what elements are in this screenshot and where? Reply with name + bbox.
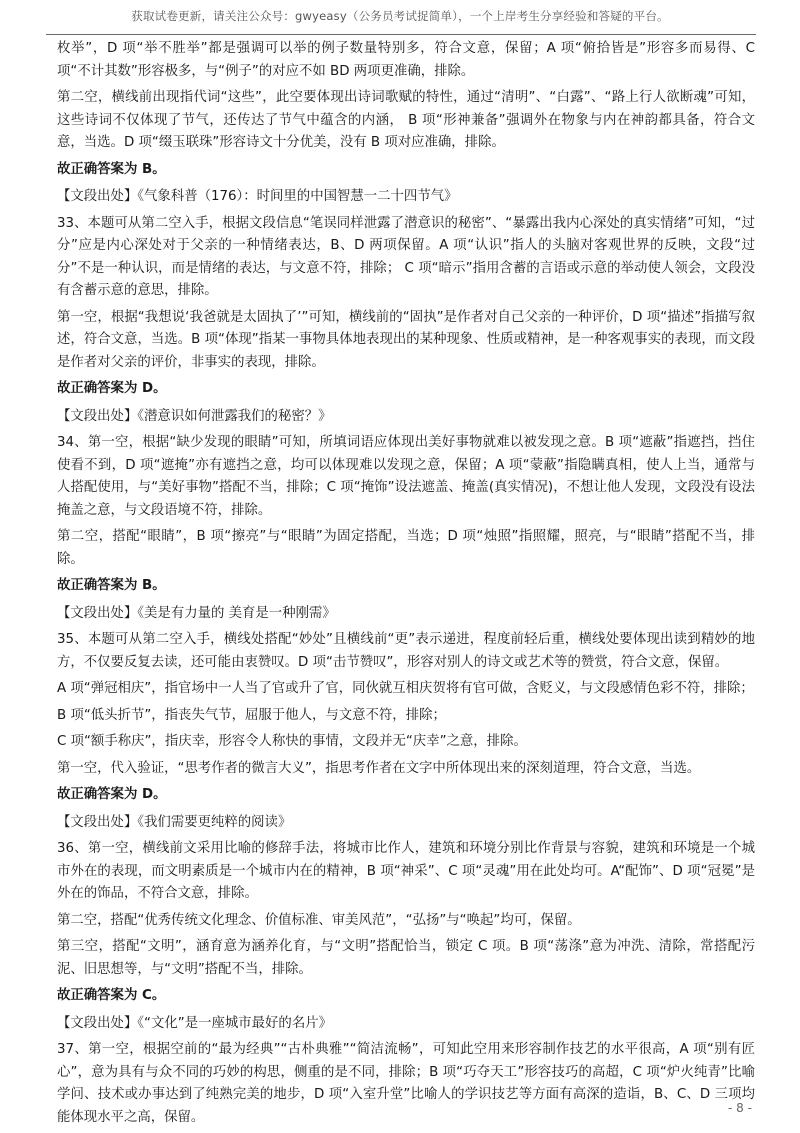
paragraph: 第三空，搭配“文明”，涵育意为涵养化育，与“文明”搭配恰当，锁定 C 项。B 项“荡涤”意为冲洗、清除，常搭配污泥、旧思想等，与“文明”搭配不当，排除。	[57, 939, 755, 977]
answer-line: 故正确答案为 B。	[57, 578, 166, 593]
answer-line: 故正确答案为 C。	[57, 988, 166, 1003]
page-header: 获取试卷更新，请关注公众号：gwyeasy（公务员考试捉简单），一个上岸考生分享经验和答疑的平台。	[131, 9, 669, 23]
paragraph: 第二空，搭配“优秀传统文化理念、价值标准、审美风范”，“弘扬”与“唤起”均可，保留。	[57, 912, 581, 928]
paragraph: 第一空，代入验证，“思考作者的微言大义”，指思考作者在文字中所体现出来的深刻道理，符合文意，当选。	[57, 760, 701, 776]
paragraph: 第二空，搭配“眼睛”，B 项“擦亮”与“眼睛”为固定搭配，当选；D 项“烛照”指照耀，照亮，与“眼睛”搭配不当，排除。	[57, 529, 755, 567]
paragraph: 第二空，横线前出现指代词“这些”，此空要体现出诗词歌赋的特性，通过“清明”、“白露”、“路上行人欲断魂”可知，这些诗词不仅体现了节气，还传达了节气中蕴含的内涵， B 项“形神兼备”强调外在物象与内在神韵都具备，符合文意，当选。D 项“缀玉联珠”形容诗文十分优美，没有 B 项对应准确，排除。	[57, 90, 755, 150]
source-citation: 【文段出处】《气象科普（176）：时间里的中国智慧一二十四节气》	[57, 189, 458, 204]
paragraph: B 项“低头折节”，指丧失气节，屈服于他人，与文意不符，排除；	[57, 707, 446, 723]
document-body	[57, 38, 755, 1133]
answer-line: 故正确答案为 B。	[57, 161, 166, 177]
paragraph: 35、本题可从第二空入手，横线处搭配“妙处”且横线前“更”表示递进，程度前轻后重，横线处要体现出读到精妙的地方，不仅要反复去读，还可能由衷赞叹。D 项“击节赞叹”，形容对别人的诗文或艺术等的赞赏，符合文意，保留。	[57, 632, 755, 670]
answer-line: 故正确答案为 D。	[57, 787, 167, 802]
paragraph: 第一空，根据“我想说‘我爸就是太固执了’”可知，横线前的“固执”是作者对自己父亲的一种评价，D 项“描述”指描写叙述，符合文意，当选。B 项“体现”指某一事物具体地表现出的某种现象、性质或精神，是一种客观事实的表现，而文段是作者对父亲的评价，非事实的表现，排除。	[57, 309, 755, 370]
header-divider	[46, 34, 756, 35]
paragraph: A 项“弹冠相庆”，指官场中一人当了官或升了官，同伙就互相庆贺将有官可做，含贬义，与文段感情色彩不符，排除；	[57, 681, 754, 696]
paragraph: 37、第一空，根据空前的“最为经典”“古朴典雅”“简洁流畅”，可知此空用来形容制作技艺的水平很高，A 项“别有匠心”，意为具有与众不同的巧妙的构思，侧重的是不同，排除；B 项“巧夺天工”形容技巧的高超，C 项“炉火纯青”比喻学问、技术或办事达到了纯熟完美的地步，D 项“入室升堂”比喻人的学识技艺等方面有高深的造诣，B、C、D 三项均能体现水平之高，保留。	[57, 1042, 755, 1125]
paragraph: 36、第一空，横线前文采用比喻的修辞手法，将城市比作人，建筑和环境分别比作背景与容貌，建筑和环境是一个城市外在的表现，而文明素质是一个城市内在的精神，B 项“神采”、C 项“灵魂”用在此处均可。A“配饰”、D 项“冠冕”是外在的饰品，不符合文意，排除。	[57, 841, 755, 901]
answer-line: 故正确答案为 D。	[57, 381, 167, 396]
source-citation: 【文段出处】《潜意识如何泄露我们的秘密？》	[57, 408, 332, 424]
source-citation: 【文段出处】《我们需要更纯粹的阅读》	[57, 814, 292, 830]
paragraph: 33、本题可从第二空入手，根据文段信息“笔误同样泄露了潜意识的秘密”、“暴露出我内心深处的真实情绪”可知，“过分”应是内心深处对于父亲的一种情绪表达，B、D 两项保留。A 项“认识”指人的头脑对客观世界的反映，文段“过分”不是一种认识，而是情绪的表达，与文意不符，排除； C 项“暗示”指用含蓄的言语或示意的举动使人领会，文段没有含蓄示意的意思，排除。	[57, 215, 755, 298]
source-citation: 【文段出处】《“文化”是一座城市最好的名片》	[57, 1015, 332, 1031]
paragraph: 枚举”，D 项“举不胜举”都是强调可以举的例子数量特别多，符合文意，保留；A 项“俯拾皆是”形容多而易得、C 项“不计其数”形容极多，与“例子”的对应不如 BD 两项更准确，排除。	[57, 41, 755, 79]
source-citation: 【文段出处】《美是有力量的 美育是一种刚需》	[57, 605, 336, 621]
page-number: - 8 -	[728, 1101, 752, 1115]
paragraph: 34、第一空，根据“缺少发现的眼睛”可知，所填词语应体现出美好事物就难以被发现之意。B 项“遮蔽”指遮挡，挡住使看不到，D 项“遮掩”亦有遮挡之意，均可以体现难以发现之意，保留；A 项“蒙蔽”指隐瞒真相，使人上当，通常与人搭配使用，与“美好事物”搭配不当，排除；C 项“掩饰”设法遮盖、掩盖(真实情况)，不想让他人发现，文段没有设法掩盖之意，与文段语境不符，排除。	[57, 435, 755, 518]
paragraph: C 项“额手称庆”，指庆幸，形容令人称快的事情，文段并无“庆幸”之意，排除。	[57, 734, 527, 749]
